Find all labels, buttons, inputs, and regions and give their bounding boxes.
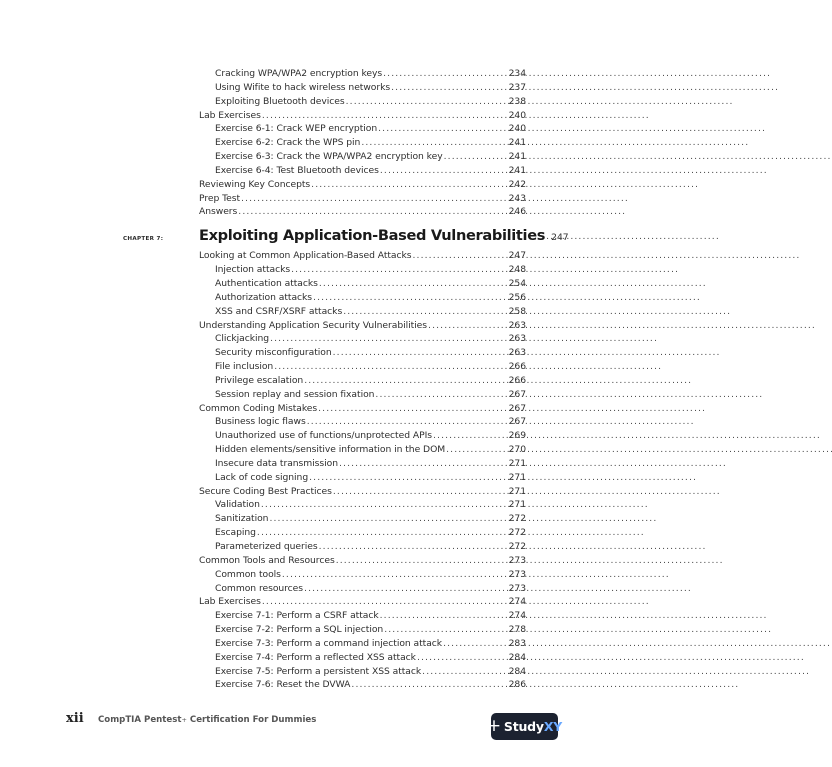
toc-entry-title: Reviewing Key Concepts [199,178,311,190]
chapter-title: Exploiting Application-Based Vulnerabilities [199,227,546,245]
dot-leader [413,249,508,263]
toc-entry-page: 272 [508,527,526,539]
dot-leader [319,277,508,291]
logo-text-accent: XY [543,719,563,734]
toc-entry-title: Exercise 6-1: Crack WEP encryption [215,123,378,135]
dot-leader [351,678,507,692]
toc-entry-page: 263 [508,347,526,359]
toc-section-chapter-7 [199,249,526,692]
toc-entry[interactable] [199,277,526,291]
toc-entry-page: 256 [508,291,526,303]
toc-entry-title: Parameterized queries [215,541,318,552]
toc-entry-title: Escaping [215,527,256,539]
dot-leader [433,429,508,443]
toc-entry-title: Looking at Common Application-Based Attacks [199,250,412,262]
toc-entry[interactable] [199,540,526,554]
toc-entry[interactable] [199,471,526,485]
dot-leader [262,595,508,609]
toc-entry-page: 246 [508,206,526,218]
toc-entry-page: 243 [508,192,526,204]
dot-leader [380,609,508,623]
toc-entry[interactable] [199,582,526,596]
toc-entry-page: 237 [508,81,526,93]
toc-entry-title: Common Tools and Resources [199,554,335,566]
toc-entry[interactable] [199,512,526,526]
chapter-label: CHAPTER 7: [123,236,164,242]
toc-entry[interactable] [199,67,526,81]
dot-leader [546,229,550,243]
toc-entry[interactable] [199,249,526,263]
toc-entry-title: XSS and CSRF/XSRF attacks [215,305,343,317]
toc-entry-title: Insecure data transmission [215,457,339,469]
toc-entry-page: 241 [508,137,526,149]
toc-entry[interactable] [199,485,526,499]
toc-entry[interactable] [199,609,526,623]
toc-entry[interactable] [199,319,526,333]
dot-leader [446,443,507,457]
toc-entry-title: Authentication attacks [215,277,318,289]
toc-entry-page: 234 [508,68,526,79]
toc-entry-page: 271 [508,485,526,497]
dot-leader [313,291,508,305]
dot-leader [383,67,507,81]
toc-entry-title: Privilege escalation [215,374,304,386]
dot-leader [391,81,507,95]
toc-entry-title: Understanding Application Security Vulnerabilities [199,319,428,331]
toc-entry-page: 248 [508,264,526,276]
toc-entry-page: 272 [508,541,526,552]
toc-entry[interactable] [199,429,526,443]
toc-entry-title: Prep Test [199,192,240,204]
dot-leader [333,346,508,360]
toc-entry-title: Exercise 6-4: Test Bluetooth devices [215,164,379,176]
dot-leader [291,263,508,277]
toc-entry[interactable] [199,136,526,150]
footer-book-title [98,715,316,725]
toc-entry-title: Business logic flaws [215,416,306,428]
dot-leader [343,305,507,319]
chapter-heading[interactable] [199,222,569,249]
dot-leader [380,164,508,178]
toc-entry-page: 267 [508,388,526,400]
toc-entry-title: Hidden elements/sensitive information in the DOM [215,444,446,456]
toc-entry-page: 263 [508,319,526,331]
toc-entry[interactable] [199,360,526,374]
toc-entry[interactable] [199,346,526,360]
toc-entry-title: Security misconfiguration [215,347,332,359]
toc-entry[interactable] [199,291,526,305]
toc-entry[interactable] [199,678,526,692]
toc-entry-page: 263 [508,333,526,345]
toc-entry[interactable] [199,637,526,651]
toc-entry-page: 273 [508,582,526,594]
dot-leader [257,526,508,540]
book-title-main: CompTIA Pentest [98,715,182,725]
dot-leader [361,136,507,150]
toc-entry-page: 247 [508,250,526,262]
toc-entry-page: 274 [508,596,526,608]
toc-entry-page: 258 [508,305,526,317]
toc-entry[interactable] [199,595,526,609]
toc-entry[interactable] [199,332,526,346]
toc-entry-page: 240 [508,123,526,135]
toc-entry-page: 284 [508,665,526,677]
toc-entry[interactable] [199,192,526,206]
toc-entry[interactable] [199,402,526,416]
toc-entry-page: 241 [508,151,526,163]
toc-entry-title: Exploiting Bluetooth devices [215,95,345,107]
dot-leader [261,498,508,512]
dot-leader [262,109,508,123]
toc-entry-title: Common resources [215,582,304,594]
toc-entry[interactable] [199,122,526,136]
toc-entry[interactable] [199,526,526,540]
toc-entry-page: 286 [508,679,526,691]
toc-entry-title: Exercise 7-1: Perform a CSRF attack [215,610,379,622]
dot-leader [428,319,508,333]
dot-leader [304,374,507,388]
toc-entry[interactable] [199,457,526,471]
toc-entry-title: Lab Exercises [199,596,261,608]
dot-leader [241,192,508,206]
toc-entry-title: Injection attacks [215,264,291,276]
toc-entry[interactable] [199,95,526,109]
toc-entry[interactable] [199,374,526,388]
toc-entry[interactable] [199,388,526,402]
dot-leader [307,415,508,429]
toc-entry-title: Cracking WPA/WPA2 encryption keys [215,68,383,79]
toc-entry[interactable] [199,498,526,512]
toc-entry-title: Authorization attacks [215,291,313,303]
toc-entry-page: 271 [508,457,526,469]
toc-entry-page: 240 [508,109,526,121]
toc-entry-title: Exercise 7-5: Perform a persistent XSS attack [215,665,422,677]
logo-text [504,719,562,734]
dot-leader [336,554,508,568]
toc-entry-title: Secure Coding Best Practices [199,485,332,497]
book-title-plus: + [181,716,187,724]
dot-leader [238,205,507,219]
toc-entry-title: Lack of code signing [215,471,309,483]
toc-entry[interactable] [199,665,526,679]
dot-leader [311,178,507,192]
toc-entry-title: Exercise 6-3: Crack the WPA/WPA2 encryption key [215,151,443,163]
toc-entry-title: File inclusion [215,361,274,373]
toc-entry-page: 266 [508,361,526,373]
table-of-contents [199,67,569,692]
toc-entry-page: 274 [508,610,526,622]
chapter-page-number: 247 [551,231,569,243]
dot-leader [417,651,508,665]
book-title-rest: Certification For Dummies [186,715,317,725]
toc-entry-title: Common Coding Mistakes [199,402,318,414]
toc-entry-page: 267 [508,402,526,414]
toc-entry[interactable] [199,568,526,582]
toc-entry-title: Exercise 6-2: Crack the WPS pin [215,137,361,149]
toc-entry-title: Lab Exercises [199,109,261,121]
toc-entry[interactable] [199,81,526,95]
toc-entry-page: 267 [508,416,526,428]
toc-entry-title: Validation [215,499,260,511]
toc-entry-title: Unauthorized use of functions/unprotected APIs [215,430,432,442]
toc-entry[interactable] [199,305,526,319]
plus-icon: + [486,715,501,736]
toc-entry[interactable] [199,150,526,164]
toc-entry-page: 284 [508,651,526,663]
toc-entry[interactable] [199,443,526,457]
toc-entry[interactable] [199,415,526,429]
dot-leader [422,665,507,679]
toc-entry-title: Exercise 7-4: Perform a reflected XSS attack [215,651,416,663]
dot-leader [443,637,508,651]
toc-entry-page: 273 [508,568,526,580]
toc-entry-page: 242 [508,178,526,190]
toc-entry[interactable] [199,554,526,568]
toc-entry[interactable] [199,263,526,277]
toc-entry-page: 278 [508,624,526,636]
toc-entry[interactable] [199,651,526,665]
dot-leader [282,568,508,582]
logo-text-main: Study [503,719,544,734]
toc-entry-page: 241 [508,164,526,176]
dot-leader [309,471,508,485]
dot-leader [304,582,508,596]
toc-entry-page: 269 [508,430,526,442]
dot-leader [274,360,507,374]
toc-section-chapter-6 [199,67,526,219]
toc-entry[interactable] [199,109,526,123]
footer-page-number: xii [66,711,84,726]
toc-entry-title: Common tools [215,568,281,580]
toc-entry[interactable] [199,623,526,637]
dot-leader [270,332,508,346]
dot-leader [384,623,507,637]
toc-entry-title: Session replay and session fixation [215,388,375,400]
dot-leader [346,95,508,109]
toc-entry-title: Sanitization [215,513,269,525]
toc-entry-page: 272 [508,513,526,525]
dot-leader [319,540,508,554]
toc-entry-title: Using Wifite to hack wireless networks [215,81,391,93]
toc-entry-page: 266 [508,374,526,386]
toc-entry-page: 254 [508,277,526,289]
toc-entry-page: 273 [508,554,526,566]
toc-entry[interactable] [199,164,526,178]
dot-leader [318,402,507,416]
dot-leader [339,457,508,471]
toc-entry-page: 271 [508,499,526,511]
studyxy-logo[interactable] [486,713,563,740]
dot-leader [378,122,508,136]
toc-entry-page: 271 [508,471,526,483]
toc-entry-title: Answers [199,206,238,218]
toc-entry[interactable] [199,178,526,192]
toc-entry-title: Exercise 7-3: Perform a command injection attack [215,637,443,649]
dot-leader [333,485,508,499]
toc-entry-title: Exercise 7-6: Reset the DVWA [215,679,351,691]
toc-entry-page: 238 [508,95,526,107]
toc-entry[interactable] [199,205,526,219]
dot-leader [444,150,508,164]
dot-leader [269,512,507,526]
toc-entry-title: Exercise 7-2: Perform a SQL injection [215,624,384,636]
dot-leader [375,388,507,402]
toc-entry-page: 283 [508,637,526,649]
toc-entry-page: 270 [508,444,526,456]
toc-entry-title: Clickjacking [215,333,270,345]
